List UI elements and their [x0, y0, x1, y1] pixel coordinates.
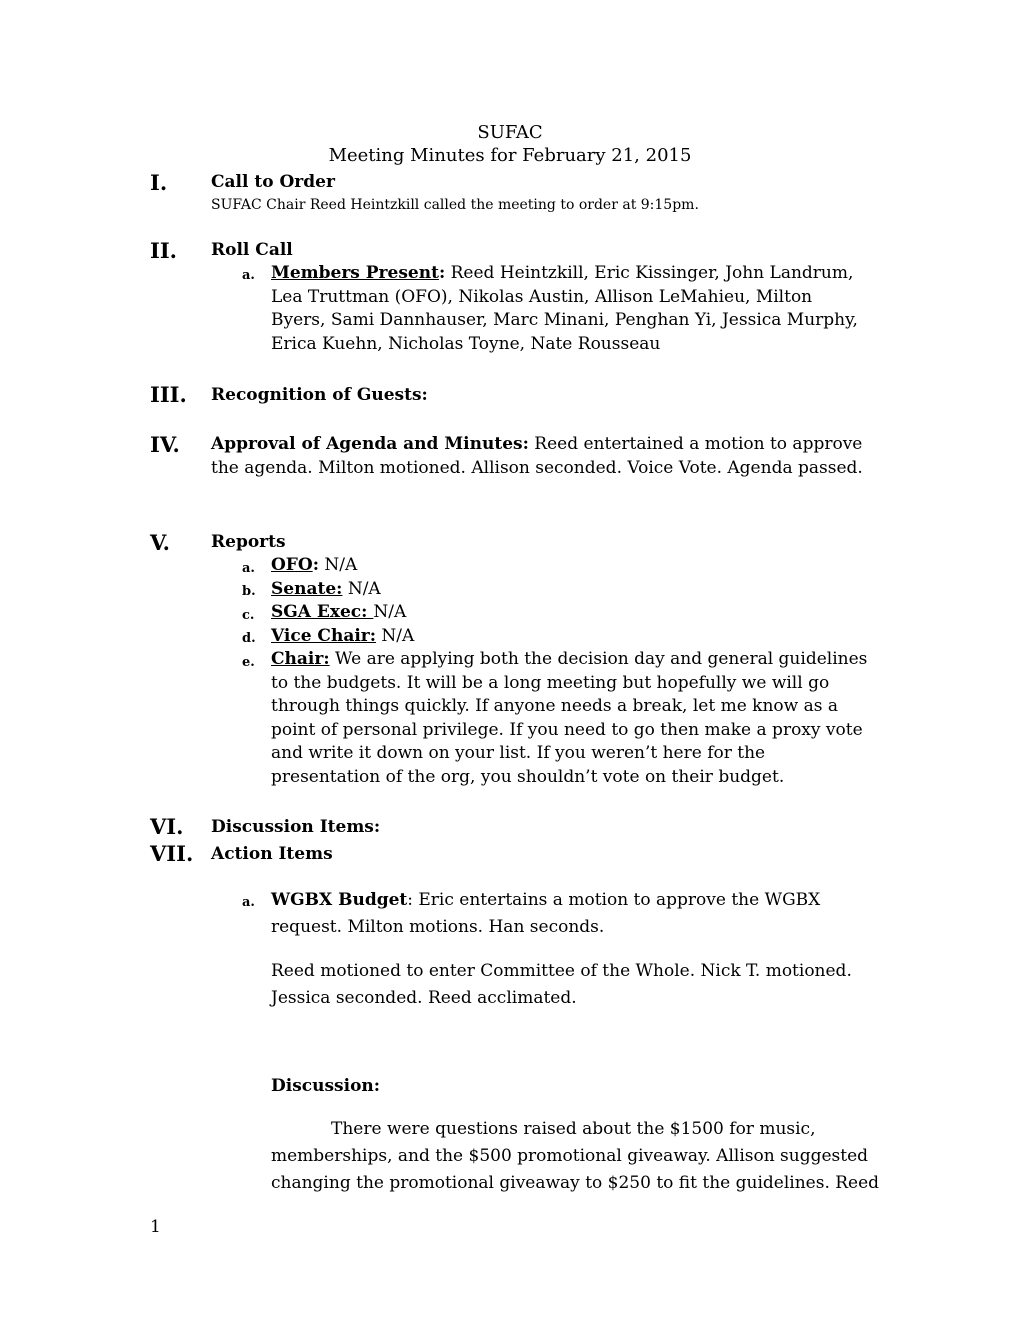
members-present-item	[271, 262, 871, 356]
report-item-sga-exec	[271, 601, 871, 625]
report-item-senate	[271, 578, 871, 602]
document-org-title: SUFAC	[477, 122, 543, 143]
section-numeral: IV.	[150, 432, 180, 457]
section-heading-call-to-order: Call to Order	[211, 172, 335, 192]
discussion-label	[271, 1073, 891, 1100]
list-letter: a.	[242, 561, 255, 576]
section-numeral: II.	[150, 238, 177, 263]
list-letter: c.	[242, 608, 255, 623]
approval-text: Reed entertained a motion to approve the agenda. Milton motioned. Allison seconded. Voice Vote. Agenda passed.	[211, 434, 863, 478]
wgbx-budget-label: WGBX Budget	[271, 890, 408, 910]
section-heading-discussion-items: Discussion Items:	[211, 817, 381, 837]
list-letter: d.	[242, 631, 256, 646]
report-label: Vice Chair:	[271, 626, 377, 646]
members-present-label: Members Present	[271, 263, 439, 283]
section-heading-guests: Recognition of Guests:	[211, 385, 428, 405]
report-label: SGA Exec:	[271, 602, 374, 622]
members-present-list: Reed Heintzkill, Eric Kissinger, John Landrum, Lea Truttman (OFO), Nikolas Austin, Allison LeMahieu, Milton Byers, Sami Dannhauser, Marc Minani, Penghan Yi, Jessica Murphy, Erica Kuehn, Nicholas Toyne, Nate Rousseau	[271, 263, 858, 354]
section-heading-action-items: Action Items	[211, 844, 333, 864]
report-text: We are applying both the decision day and general guidelines to the budgets. It will be a long meeting but hopefully we will go through things quickly. If anyone needs a break, let me know as a point of personal privilege. If you need to go then make a proxy vote and write it down on your list. If you weren’t here for the presentation of the org, you shouldn’t vote on their budget.	[271, 649, 868, 787]
document-subtitle: Meeting Minutes for February 21, 2015	[328, 145, 692, 166]
section-numeral: V.	[150, 530, 170, 555]
report-item-ofo	[271, 554, 871, 578]
report-item-vice-chair	[271, 625, 871, 649]
section-heading-reports: Reports	[211, 532, 286, 552]
section-numeral: III.	[150, 382, 187, 407]
list-letter: a.	[242, 268, 255, 283]
list-letter: a.	[242, 895, 255, 910]
report-text: N/A	[318, 555, 358, 575]
wgbx-budget-text: : Eric entertains a motion to approve the WGBX request. Milton motions. Han seconds.	[271, 890, 821, 937]
committee-paragraph: Reed motioned to enter Committee of the Whole. Nick T. motioned. Jessica seconded. Reed acclimated.	[271, 961, 852, 1008]
call-to-order-text: SUFAC Chair Reed Heintzkill called the meeting to order at 9:15pm.	[211, 197, 699, 213]
report-text: N/A	[376, 626, 415, 646]
page-number: 1	[150, 1217, 161, 1237]
report-label: Senate:	[271, 579, 343, 599]
section-heading-approval: Approval of Agenda and Minutes:	[211, 434, 529, 454]
section-numeral: I.	[150, 170, 168, 195]
discussion-heading: Discussion:	[271, 1076, 381, 1096]
section-numeral: VII.	[150, 841, 194, 866]
discussion-paragraph: There were questions raised about the $1500 for music, memberships, and the $500 promotional giveaway. Allison suggested changing the promotional giveaway to $250 to fit the guidelines. Reed	[271, 1119, 880, 1193]
report-label: Chair:	[271, 649, 330, 669]
approval-paragraph	[211, 433, 891, 480]
members-present-colon: :	[438, 263, 446, 283]
section-numeral: VI.	[150, 814, 184, 839]
list-letter: b.	[242, 584, 256, 599]
report-item-chair	[271, 648, 871, 789]
report-text: N/A	[342, 579, 381, 599]
report-text: N/A	[373, 602, 407, 622]
report-colon: :	[312, 555, 319, 575]
section-heading-roll-call: Roll Call	[211, 240, 293, 260]
report-label: OFO	[271, 555, 313, 575]
wgbx-budget-item	[271, 887, 891, 941]
list-letter: e.	[242, 655, 255, 670]
